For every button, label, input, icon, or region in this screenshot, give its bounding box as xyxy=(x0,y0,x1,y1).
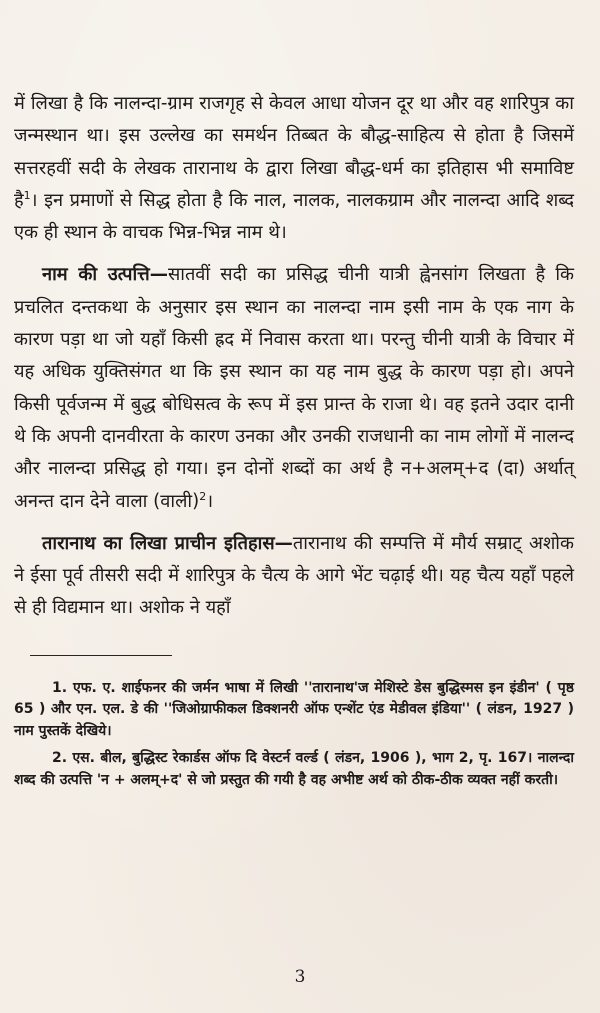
paragraph-1-text: में लिखा है कि नालन्दा-ग्राम राजगृह से केवल आधा योजन दूर था और वह शारिपुत्र का जन्मस्थान था। इस उल्लेख का समर्थन तिब्बत के बौद्ध-साहित्य से होता है जिसमें सत्तरहवीं सदी के लेखक तारानाथ के द्वारा लिखा बौद्ध-धर्म का इतिहास भी समाविष्ट है xyxy=(14,93,574,211)
paragraph-2-text-end: । xyxy=(206,490,214,512)
paragraph-2 xyxy=(14,259,574,517)
paragraph-3-text: तारानाथ की सम्पत्ति में मौर्य सम्राट् अशोक ने ईसा पूर्व तीसरी सदी में शारिपुत्र के चैत्य के आगे भेंट चढ़ाई थी। यह चैत्य यहाँ पहले से ही विद्यमान था। अशोक ने यहाँ xyxy=(14,532,574,619)
paragraph-3 xyxy=(14,528,574,625)
section-heading-name-origin: नाम की उत्पत्ति— xyxy=(42,264,168,286)
footnote-ref-1: 1 xyxy=(23,188,31,202)
paragraph-2-text: सातवीं सदी का प्रसिद्ध चीनी यात्री ह्वेनसांग लिखता है कि प्रचलित दन्तकथा के अनुसार इस स्थान का नालन्दा नाम इसी नाम के एक नाग के कारण पड़ा था जो यहाँ किसी ह्रद में निवास करता था। परन्तु चीनी यात्री के विचार में यह अधिक युक्तिसंगत था कि इस स्थान का यह नाम बुद्ध के कारण पड़ा हो। अपने किसी पूर्वजन्म में बुद्ध बोधिसत्व के रूप में इस प्रान्त के राजा थे। वह इतने उदार दानी थे कि अपनी दानवीरता के कारण उनका और उनकी राजधानी का नाम लोगों में नालन्द और नालन्दा प्रसिद्ध हो गया। इन दोनों शब्दों का अर्थ है न+अलम्+द (दा) अर्थात् अनन्त दान देने वाला (वाली) xyxy=(14,264,574,512)
paragraph-1-text-end: । इन प्रमाणों से सिद्ध होता है कि नाल, नालक, नालकग्राम और नालन्दा आदि शब्द एक ही स्थान के वाचक भिन्न-भिन्न नाम थे। xyxy=(14,189,574,244)
section-heading-taranath-history: तारानाथ का लिखा प्राचीन इतिहास— xyxy=(42,532,293,554)
main-text xyxy=(14,88,574,625)
footnote-2: 2. एस. बील, बुद्धिस्ट रेकार्डस ऑफ दि वेस्टर्न वर्ल्ड ( लंडन, 1906 ), भाग 2, पृ. 167। नालन्दा शब्द की उत्पत्ति 'न + अलम्+द' से जो प्रस्तुत की गयी है वह अभीष्ट अर्थ को ठीक-ठीक व्यक्त नहीं करती। xyxy=(14,750,574,788)
paragraph-1 xyxy=(14,88,574,249)
page-number: 3 xyxy=(294,967,306,987)
footnote-divider xyxy=(30,655,172,656)
footnotes xyxy=(14,678,574,792)
footnote-1: 1. एफ. ए. शाईफनर की जर्मन भाषा में लिखी ''तारानाथ'ज मेशिस्टे डेस बुद्धिस्मस इन इंडीन' ( पृष्ठ 65 ) और एन. एल. डे की ''जिओग्राफीकल डिक्शनरी ऑफ एन्शेंट एंड मेडीवल इंडिया'' ( लंडन, 1927 ) नाम पुस्तकें देखिये। xyxy=(14,679,574,739)
footnote-ref-2: 2 xyxy=(199,489,207,503)
